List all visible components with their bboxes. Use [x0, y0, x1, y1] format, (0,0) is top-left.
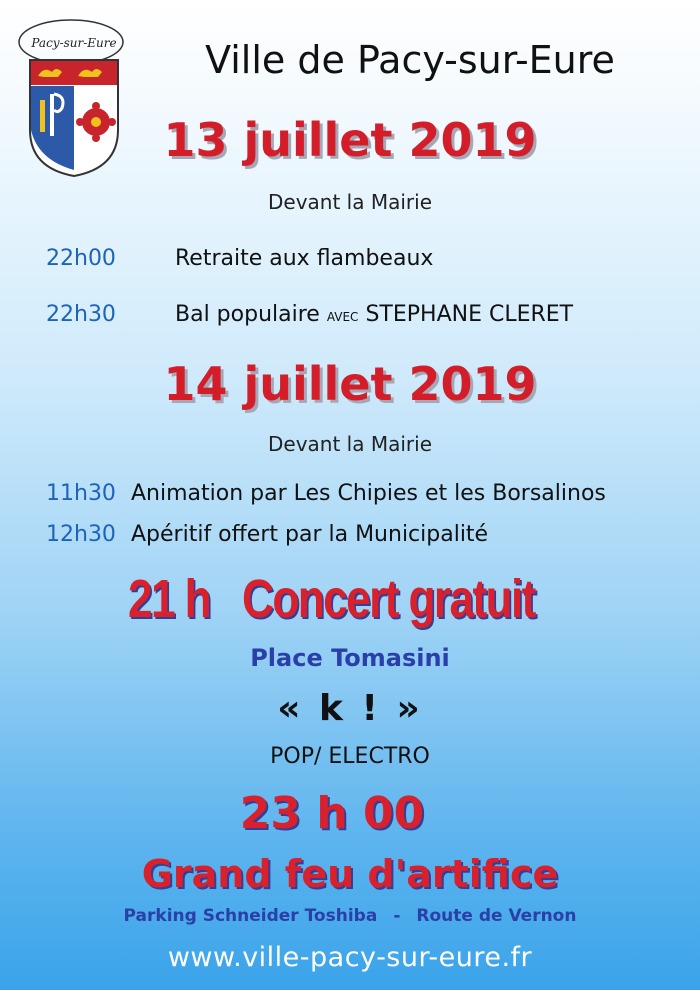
event-time: 22h30 — [46, 302, 116, 327]
fireworks-location — [0, 906, 700, 926]
crest-town-name: Pacy-sur-Eure — [31, 36, 117, 50]
location-14-july: Devant la Mairie — [268, 432, 432, 456]
band-name: « k ! » — [277, 688, 423, 729]
fireworks-location-a: Parking Schneider Toshiba — [123, 906, 378, 926]
event-artist: STEPHANE CLERET — [365, 302, 574, 327]
event-time: 11h30 — [46, 481, 116, 506]
event-label-text: Bal populaire — [175, 302, 320, 327]
concert-place: Place Tomasini — [250, 644, 450, 672]
location-13-july: Devant la Mairie — [268, 190, 432, 214]
date-13-july: 13 juillet 2019 — [163, 113, 537, 167]
music-genre: POP/ ELECTRO — [270, 744, 430, 769]
event-label: Retraite aux flambeaux — [175, 246, 434, 271]
fireworks-time: 23 h 00 — [239, 788, 425, 839]
concert-title: 21 h Concert gratuit — [128, 569, 535, 629]
event-time: 22h00 — [46, 246, 116, 271]
event-label: Apéritif offert par la Municipalité — [131, 522, 489, 547]
fireworks-location-b: Route de Vernon — [416, 906, 577, 926]
town-title: Ville de Pacy-sur-Eure — [205, 38, 615, 82]
date-14-july: 14 juillet 2019 — [163, 357, 537, 411]
location-separator: - — [393, 906, 401, 926]
event-label: Animation par Les Chipies et les Borsalinos — [131, 481, 606, 506]
event-label — [175, 302, 573, 327]
website-url: www.ville-pacy-sur-eure.fr — [167, 942, 533, 973]
fireworks-title: Grand feu d'artifice — [141, 852, 559, 896]
event-time: 12h30 — [46, 522, 116, 547]
event-connector: AVEC — [326, 310, 359, 324]
